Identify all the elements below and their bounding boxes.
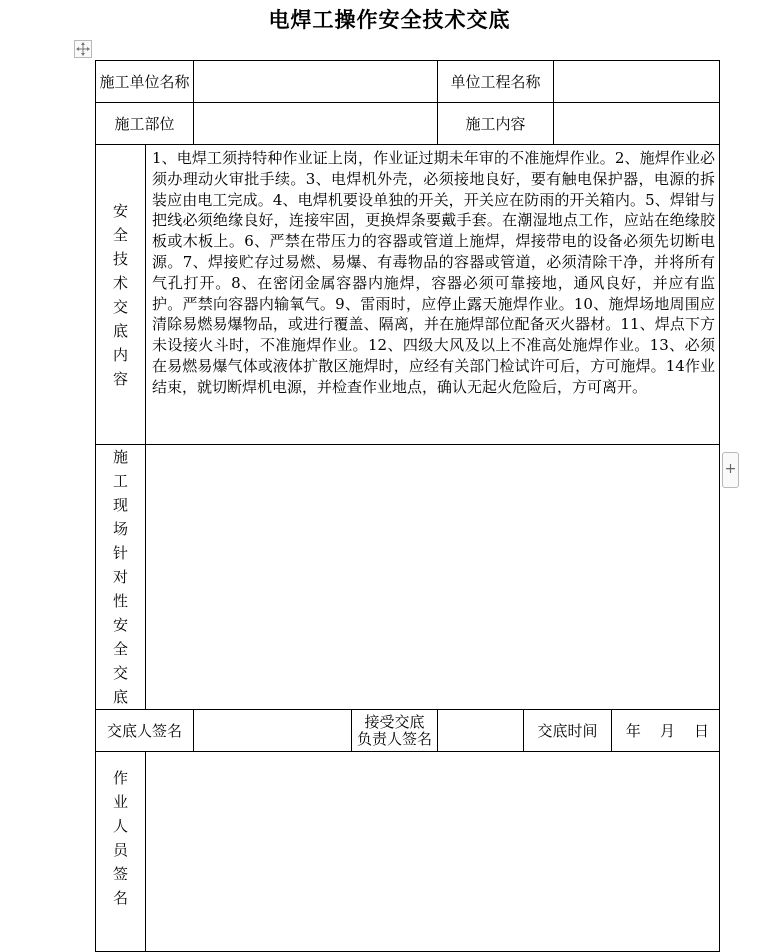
site-label-char: 交 bbox=[112, 664, 128, 682]
site-label-char: 施 bbox=[112, 448, 128, 466]
page-title: 电焊工操作安全技术交底 bbox=[268, 7, 511, 32]
safety-label-char: 技 bbox=[112, 249, 128, 268]
construction-unit-field[interactable] bbox=[194, 61, 438, 103]
worker-label-char: 作 bbox=[112, 769, 128, 787]
safety-label-char: 交 bbox=[112, 297, 128, 316]
construction-content-label: 施工内容 bbox=[438, 103, 554, 145]
add-column-button[interactable] bbox=[722, 452, 739, 488]
site-label-char: 针 bbox=[112, 544, 128, 562]
discloser-signature-label: 交底人签名 bbox=[96, 710, 194, 752]
construction-part-label: 施工部位 bbox=[96, 103, 194, 145]
worker-label-char: 签 bbox=[112, 865, 128, 883]
table-move-handle[interactable] bbox=[74, 40, 92, 58]
discloser-signature-field[interactable] bbox=[194, 710, 352, 752]
disclosure-time-label: 交底时间 bbox=[524, 710, 612, 752]
table-row bbox=[96, 103, 720, 145]
table-row bbox=[96, 752, 720, 952]
safety-label-char: 容 bbox=[112, 369, 128, 388]
construction-content-field[interactable] bbox=[554, 103, 720, 145]
construction-part-field[interactable] bbox=[194, 103, 438, 145]
worker-signature-label bbox=[96, 752, 146, 952]
worker-label-char: 业 bbox=[112, 793, 128, 811]
table-row bbox=[96, 61, 720, 103]
site-label-char: 安 bbox=[112, 616, 128, 634]
safety-label-char: 底 bbox=[112, 321, 128, 340]
safety-content-label bbox=[96, 145, 146, 445]
construction-unit-label: 施工单位名称 bbox=[96, 61, 194, 103]
receiver-signature-field[interactable] bbox=[438, 710, 524, 752]
receiver-signature-label bbox=[352, 710, 438, 752]
site-label-char: 性 bbox=[112, 592, 128, 610]
worker-label-char: 人 bbox=[112, 817, 128, 835]
safety-label-char: 全 bbox=[112, 225, 128, 244]
worker-label-char: 员 bbox=[112, 841, 128, 859]
site-label-char: 场 bbox=[112, 520, 128, 538]
receiver-label-line2: 负责人签名 bbox=[357, 729, 433, 748]
project-name-label: 单位工程名称 bbox=[438, 61, 554, 103]
plus-icon: + bbox=[724, 461, 737, 477]
safety-label-char: 安 bbox=[112, 201, 128, 220]
disclosure-time-field[interactable]: 年 月 日 bbox=[612, 710, 720, 752]
site-label-char: 现 bbox=[112, 496, 128, 514]
safety-label-char: 内 bbox=[112, 345, 128, 364]
disclosure-form-table bbox=[95, 60, 720, 952]
site-label-char: 全 bbox=[112, 640, 128, 658]
table-row bbox=[96, 445, 720, 710]
move-arrows-icon bbox=[75, 41, 91, 57]
worker-signature-field[interactable] bbox=[146, 752, 720, 952]
safety-content-text[interactable]: 1、电焊工须持特种作业证上岗，作业证过期未年审的不准施焊作业。2、施焊作业必须办理动火审批手续。3、电焊机外壳，必须接地良好，要有触电保护器，电源的拆装应由电工完成。4、电焊机要设单独的开关，开关应在防雨的开关箱内。5、焊钳与把线必须绝缘良好，连接牢固，更换焊条要戴手套。在潮湿地点工作，应站在绝缘胶板或木板上。6、严禁在带压力的容器或管道上施焊，焊接带电的设备必须先切断电源。7、焊接贮存过易燃、易爆、有毒物品的容器或管道，必须清除干净，并将所有气孔打开。8、在密闭金属容器内施焊，容器必须可靠接地，通风良好，并应有监护。严禁向容器内输氧气。9、雷雨时，应停止露天施焊作业。10、施焊场地周围应清除易燃易爆物品，或进行覆盖、隔离，并在施焊部位配备灭火器材。11、焊点下方未设接火斗时，不准施焊作业。12、四级大风及以上不准高处施焊作业。13、必须在易燃易爆气体或液体扩散区施焊时，应经有关部门检试许可后，方可施焊。14作业结束，就切断焊机电源，并检查作业地点，确认无起火危险后，方可离开。 bbox=[146, 145, 720, 445]
site-label-char: 对 bbox=[112, 568, 128, 586]
table-row bbox=[96, 145, 720, 445]
worker-label-char: 名 bbox=[112, 889, 128, 907]
site-disclosure-label bbox=[96, 445, 146, 710]
site-disclosure-field[interactable] bbox=[146, 445, 720, 710]
site-label-char: 工 bbox=[112, 472, 128, 490]
receiver-label-line1: 接受交底 bbox=[364, 712, 425, 731]
table-row bbox=[96, 710, 720, 752]
project-name-field[interactable] bbox=[554, 61, 720, 103]
safety-label-char: 术 bbox=[112, 273, 128, 292]
site-label-char: 底 bbox=[112, 688, 128, 706]
